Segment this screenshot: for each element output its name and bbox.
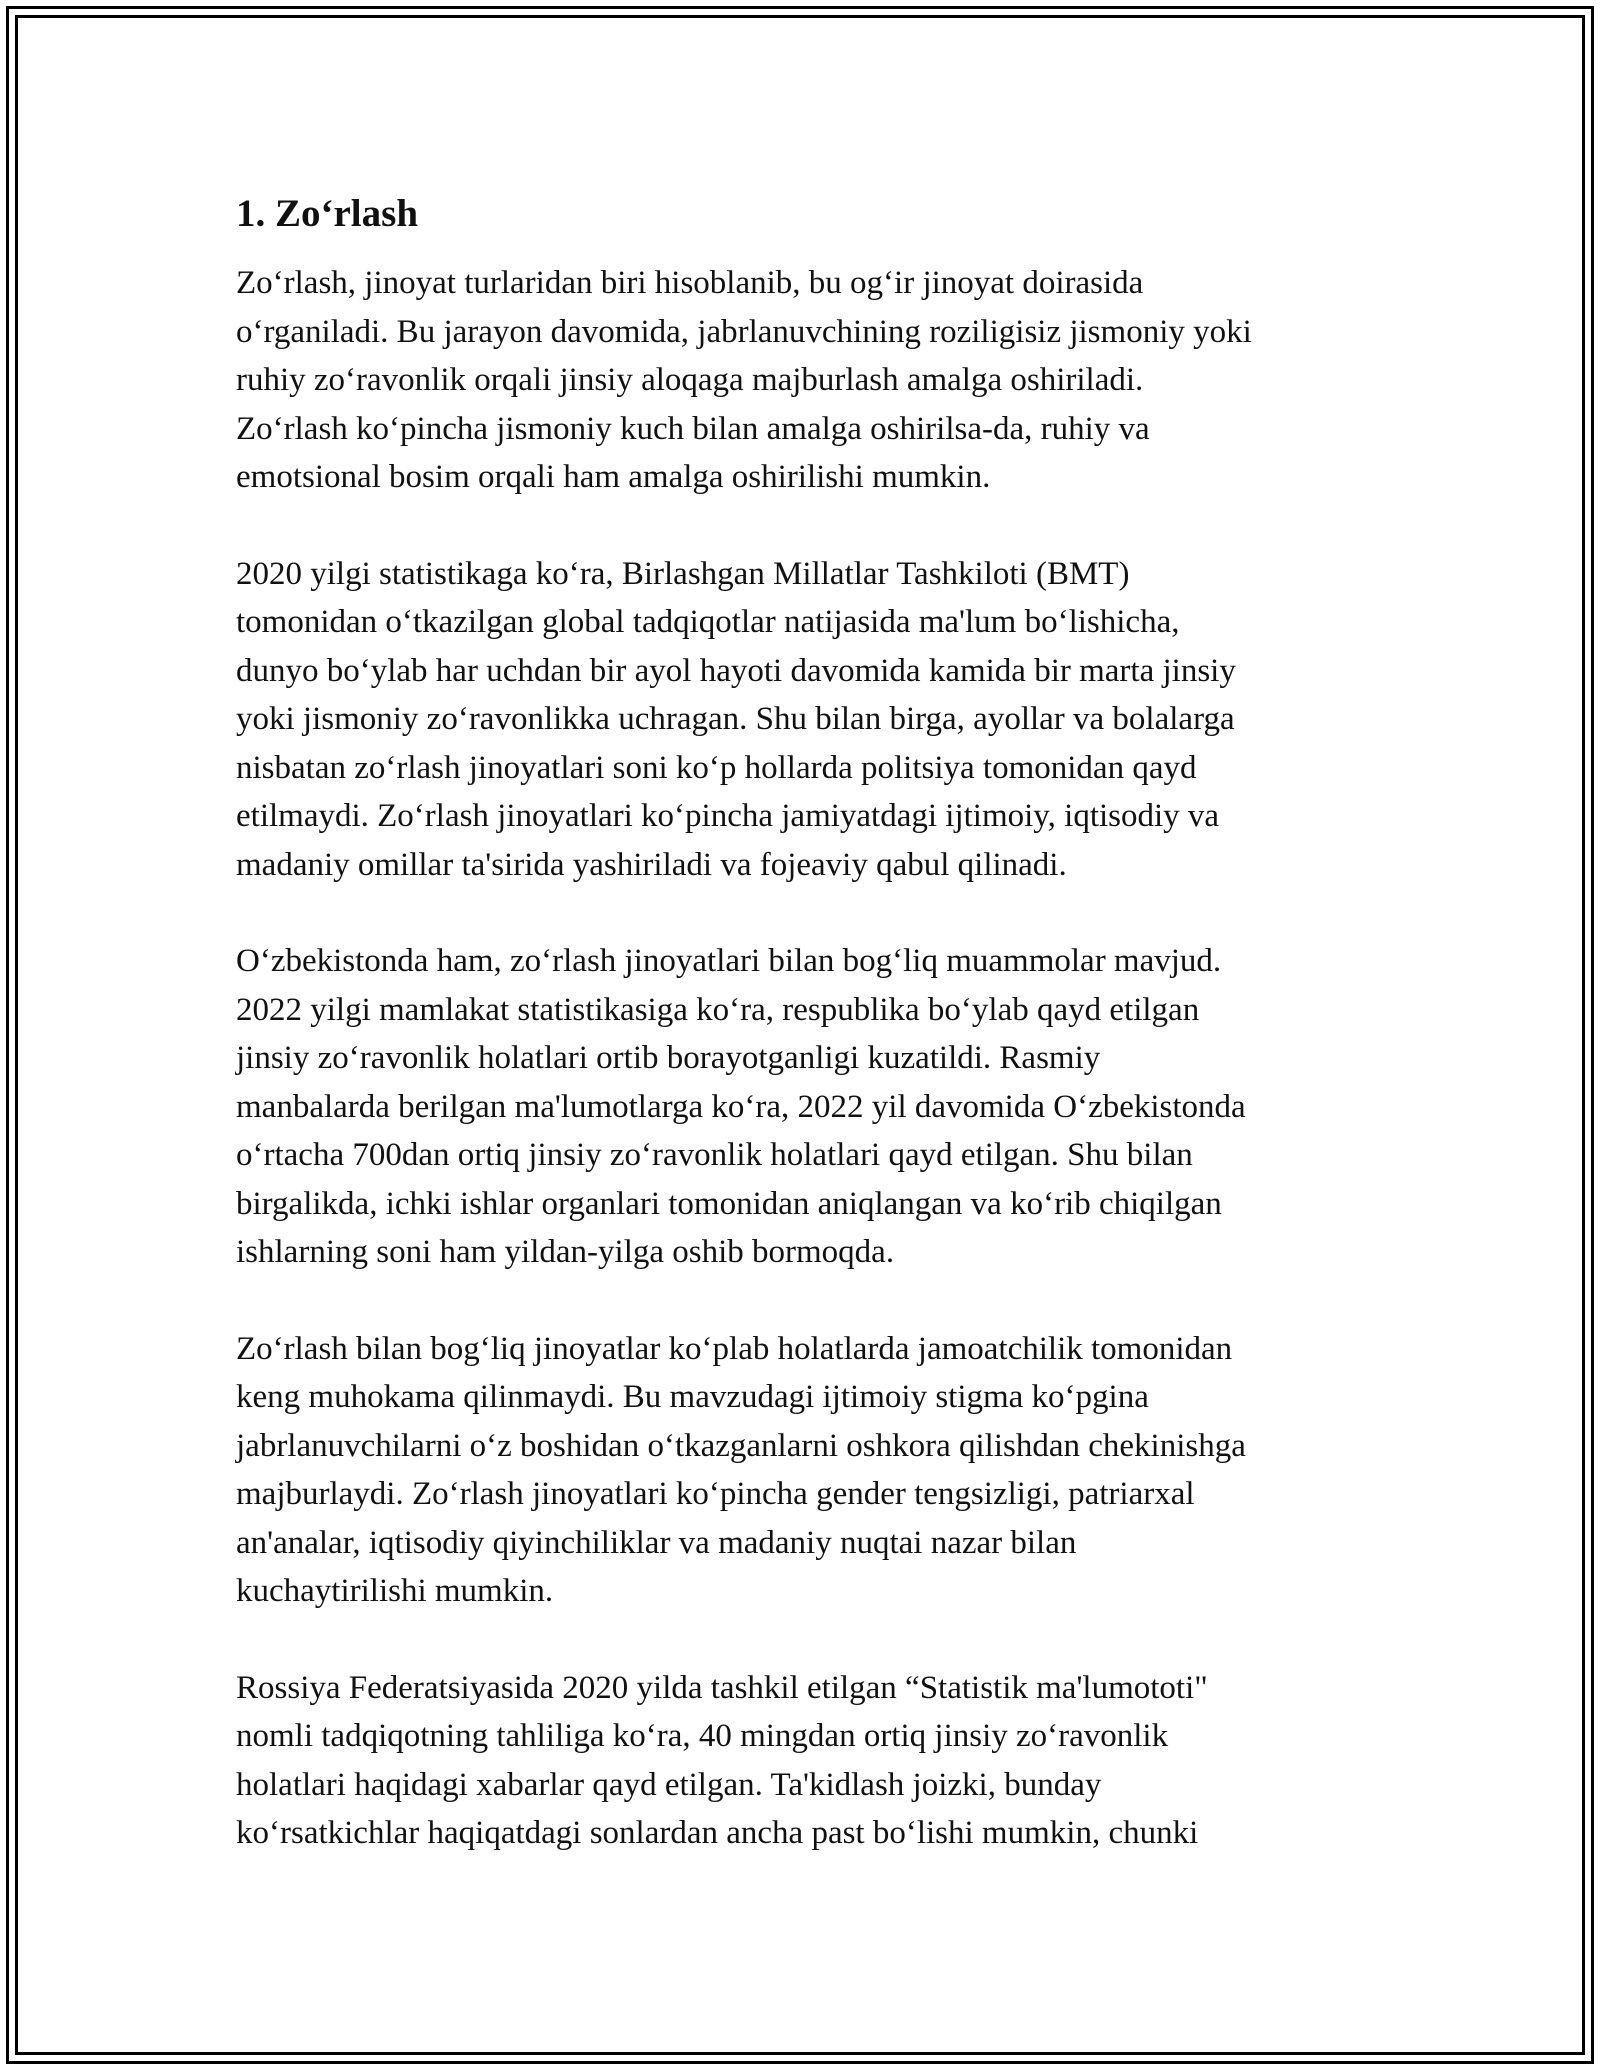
paragraph: Rossiya Federatsiyasida 2020 yilda tashkil etilgan “Statistik ma'lumototi" nomli tadqiqotning tahliliga ko‘ra, 40 mingdan ortiq jinsiy zo‘ravonlik holatlari haqidagi xabarlar qayd etilgan. Ta'kidlash joizki, bunday ko‘rsatkichlar haqiqatdagi sonlardan ancha past bo‘lishi mumkin, chunki bbox=[236, 1669, 1208, 1851]
paragraph: Zo‘rlash bilan bog‘liq jinoyatlar ko‘plab holatlarda jamoatchilik tomonidan keng muhokama qilinmaydi. Bu mavzudagi ijtimoiy stigma ko‘pgina jabrlanuvchilarni o‘z boshidan o‘tkazganlarni oshkora qilishdan chekinishga majburlaydi. Zo‘rlash jinoyatlari ko‘pincha gender tengsizligi, patriarxal an'analar, iqtisodiy qiyinchiliklar va madaniy nuqtai nazar bilan kuchaytirilishi mumkin. bbox=[236, 1330, 1246, 1609]
paragraph: Zo‘rlash, jinoyat turlaridan biri hisoblanib, bu og‘ir jinoyat doirasida o‘rganiladi. Bu jarayon davomida, jabrlanuvchining roziligisiz jismoniy yoki ruhiy zo‘ravonlik orqali jinsiy aloqaga majburlash amalga oshiriladi. Zo‘rlash ko‘pincha jismoniy kuch bilan amalga oshirilsa-da, ruhiy va emotsional bosim orqali ham amalga oshirilishi mumkin. bbox=[236, 265, 1252, 495]
document-body bbox=[236, 186, 1386, 1906]
section-heading: 1. Zo‘rlash bbox=[236, 192, 419, 235]
paragraph: 2020 yilgi statistikaga ko‘ra, Birlashgan Millatlar Tashkiloti (BMT) tomonidan o‘tkazilgan global tadqiqotlar natijasida ma'lum bo‘lishicha, dunyo bo‘ylab har uchdan bir ayol hayoti davomida kamida bir marta jinsiy yoki jismoniy zo‘ravonlikka uchragan. Shu bilan birga, ayollar va bolalarga nisbatan zo‘rlash jinoyatlari soni ko‘p hollarda politsiya tomonidan qayd etilmaydi. Zo‘rlash jinoyatlari ko‘pincha jamiyatdagi ijtimoiy, iqtisodiy va madaniy omillar ta'sirida yashiriladi va fojeaviy qabul qilinadi. bbox=[236, 555, 1236, 883]
paragraph: O‘zbekistonda ham, zo‘rlash jinoyatlari bilan bog‘liq muammolar mavjud. 2022 yilgi mamlakat statistikasiga ko‘ra, respublika bo‘ylab qayd etilgan jinsiy zo‘ravonlik holatlari ortib borayotganligi kuzatildi. Rasmiy manbalarda berilgan ma'lumotlarga ko‘ra, 2022 yil davomida O‘zbekistonda o‘rtacha 700dan ortiq jinsiy zo‘ravonlik holatlari qayd etilgan. Shu bilan birgalikda, ichki ishlar organlari tomonidan aniqlangan va ko‘rib chiqilgan ishlarning soni ham yildan-yilga oshib bormoqda. bbox=[236, 943, 1246, 1270]
